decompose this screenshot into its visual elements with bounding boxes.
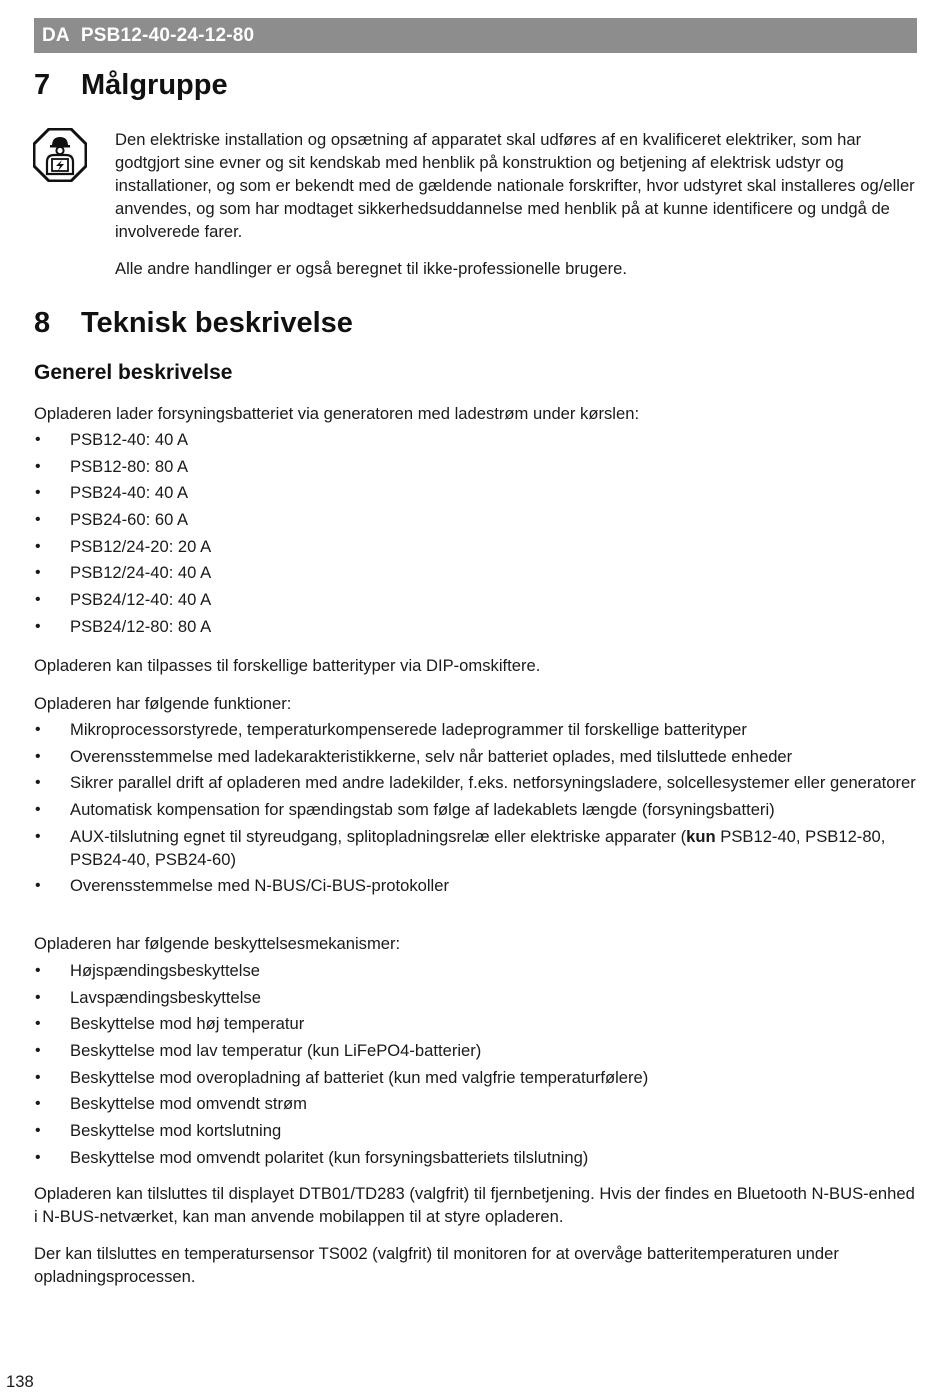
list-item: • Automatisk kompensation for spændingstab som følge af ladekablets længde (forsyningsbatteri): [34, 798, 918, 821]
aux-text-bold: kun: [686, 826, 716, 846]
list-item: • Overensstemmelse med ladekarakteristikkerne, selv når batteriet oplades, med tilsluttede enheder: [34, 745, 918, 768]
list-item: • Beskyttelse mod overopladning af batteriet (kun med valgfrie temperaturfølere): [34, 1066, 918, 1089]
list-item: • PSB12/24-40: 40 A: [34, 561, 918, 584]
section-7-heading: [34, 68, 228, 102]
charging-current-list: [34, 428, 918, 642]
temperature-sensor-text: Der kan tilsluttes en temperatursensor TS002 (valgfrit) til monitoren for at overvåge batteritemperaturen under opladningsprocessen.: [34, 1244, 839, 1286]
list-item: • Beskyttelse mod omvendt strøm: [34, 1092, 918, 1115]
functions-intro: Opladeren har følgende funktioner:: [34, 694, 292, 713]
list-item: • Beskyttelse mod omvendt polaritet (kun forsyningsbatteriets tilslutning): [34, 1146, 918, 1169]
section-7-number: 7: [34, 69, 51, 101]
header-bar: [34, 18, 917, 53]
charging-intro: Opladeren lader forsyningsbatteriet via generatoren med ladestrøm under kørslen:: [34, 404, 640, 423]
section-8-title: Teknisk beskrivelse: [81, 307, 353, 339]
list-item: • Beskyttelse mod kortslutning: [34, 1119, 918, 1142]
aux-text-start: AUX-tilslutning egnet til styreudgang, splitopladningsrelæ eller elektriske apparater (: [70, 826, 687, 846]
electrician-icon: [33, 128, 87, 182]
list-item-aux: [34, 825, 918, 871]
model-name: PSB12-40-24-12-80: [80, 24, 255, 46]
list-item: • Sikrer parallel drift af opladeren med andre ladekilder, f.eks. netforsyningsladere, solcellesystemer eller generatorer: [34, 771, 918, 794]
list-item: • PSB24-60: 60 A: [34, 508, 918, 531]
list-item: • PSB24-40: 40 A: [34, 481, 918, 504]
language-code: DA: [42, 24, 70, 46]
section-8-number: 8: [34, 307, 51, 339]
section-7-title: Målgruppe: [81, 69, 228, 101]
display-connection-text: Opladeren kan tilsluttes til displayet DTB01/TD283 (valgfrit) til fjernbetjening. Hvis der findes en Bluetooth N-BUS-enhed i N-BUS-netværket, kan man anvende mobilappen til at styre opladeren.: [34, 1184, 915, 1226]
list-item: • Overensstemmelse med N-BUS/Ci-BUS-protokoller: [34, 874, 918, 897]
list-item: • Beskyttelse mod høj temperatur: [34, 1012, 918, 1035]
list-item: • Lavspændingsbeskyttelse: [34, 986, 918, 1009]
dip-switch-text: Opladeren kan tilpasses til forskellige batterityper via DIP-omskiftere.: [34, 656, 541, 675]
list-item: • Mikroprocessorstyrede, temperaturkompenserede ladeprogrammer til forskellige batterityper: [34, 718, 918, 741]
non-professional-note: Alle andre handlinger er også beregnet til ikke-professionelle brugere.: [115, 259, 627, 278]
aux-text-end: PSB12-40, PSB12-80, PSB24-40, PSB24-60): [70, 826, 886, 869]
list-item: • PSB24/12-80: 80 A: [34, 615, 918, 638]
list-item: • PSB12/24-20: 20 A: [34, 535, 918, 558]
target-group-paragraph: Den elektriske installation og opsætning af apparatet skal udføres af en kvalificeret elektriker, som har godtgjort sine evner og sit kendskab med henblik på konstruktion og betjening af elektrisk udstyr og installationer, og som er bekendt med de gældende nationale forskrifter, hvor udstyret skal installeres og/eller anvendes, og som har modtaget sikkerhedsuddannelse med henblik på at kunne identificere og undgå de involverede farer.: [115, 130, 915, 241]
list-item: • PSB12-40: 40 A: [34, 428, 918, 451]
list-item: • Højspændingsbeskyttelse: [34, 959, 918, 982]
list-item: • Beskyttelse mod lav temperatur (kun LiFePO4-batterier): [34, 1039, 918, 1062]
protection-list: [34, 959, 918, 1173]
section-8-heading: [34, 306, 353, 340]
list-item: • PSB12-80: 80 A: [34, 455, 918, 478]
general-description-heading: Generel beskrivelse: [34, 361, 233, 384]
functions-list: [34, 718, 918, 901]
protection-intro: Opladeren har følgende beskyttelsesmekanismer:: [34, 934, 401, 953]
page-number: 138: [6, 1372, 34, 1391]
list-item: • PSB24/12-40: 40 A: [34, 588, 918, 611]
